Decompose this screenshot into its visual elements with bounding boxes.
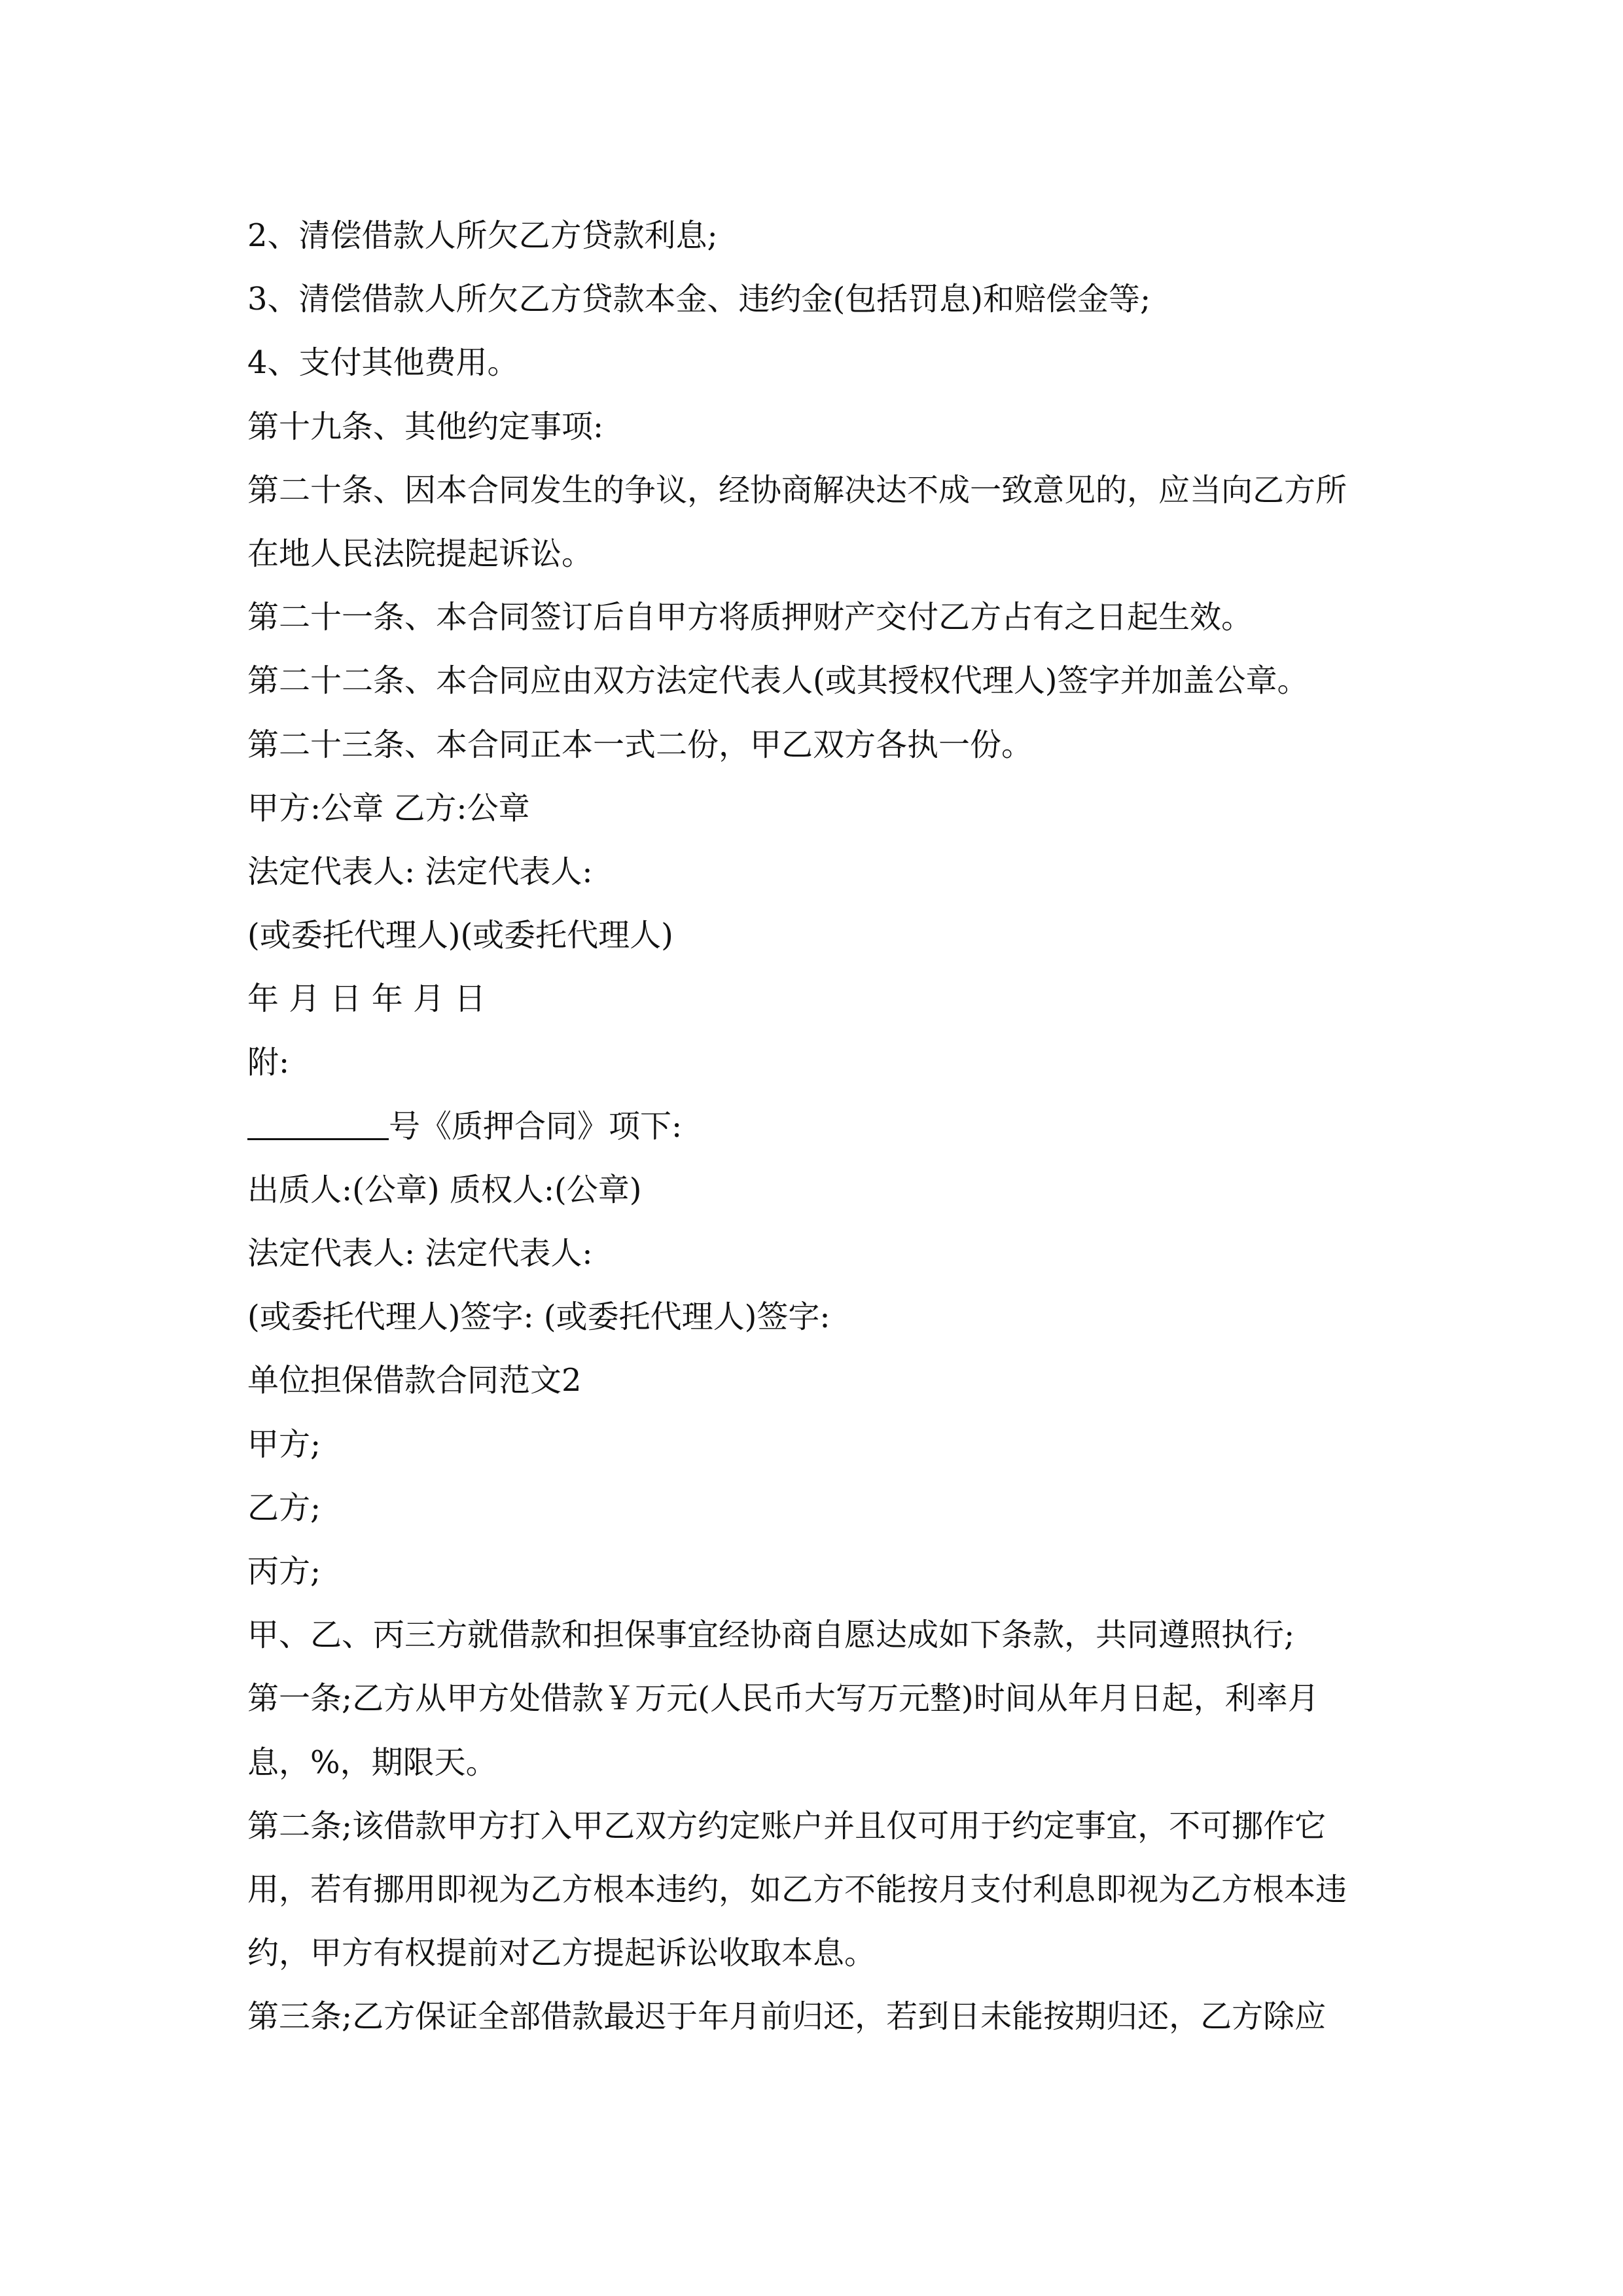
signature-line: (或委托代理人)(或委托代理人) [247,917,673,954]
text-line: 第二十一条、本合同签订后自甲方将质押财产交付乙方占有之日起生效。 [247,599,1253,636]
text-line: 2、清偿借款人所欠乙方贷款利息; [247,217,718,254]
appendix-reference-line [247,1095,1380,1158]
appendix-label: 附: [247,1044,290,1081]
text-line: 4、支付其他费用。 [247,344,519,382]
signature-line: 出质人:(公章) 质权人:(公章) [247,1171,642,1208]
date-line: 年 月 日 年 月 日 [247,980,486,1018]
signature-line: 甲方:公章 乙方:公章 [247,789,530,827]
signature-line: 法定代表人: 法定代表人: [247,1235,593,1272]
text-line: 第二十条、因本合同发生的争议，经协商解决达不成一致意见的，应当向乙方所 [247,471,1347,509]
text-line: 第三条;乙方保证全部借款最迟于年月前归还，若到日未能按期归还，乙方除应 [247,1998,1327,2036]
text-line: 甲、乙、丙三方就借款和担保事宜经协商自愿达成如下条款，共同遵照执行; [247,1617,1295,1654]
text-line: 息，%，期限天。 [247,1744,497,1781]
party-line: 甲方; [247,1426,321,1463]
appendix-reference-text: 号《质押合同》项下: [389,1107,683,1145]
signature-line: 法定代表人: 法定代表人: [247,853,593,890]
text-line: 用，若有挪用即视为乙方根本违约，如乙方不能按月支付利息即视为乙方根本违 [247,1871,1347,1908]
signature-line: (或委托代理人)签字: (或委托代理人)签字: [247,1299,830,1336]
text-line: 第二条;该借款甲方打入甲乙双方约定账户并且仅可用于约定事宜，不可挪作它 [247,1807,1327,1844]
text-line: 3、清偿借款人所欠乙方贷款本金、违约金(包括罚息)和赔偿金等; [247,281,1151,318]
text-line: 第一条;乙方从甲方处借款￥万元(人民币大写万元整)时间从年月日起，利率月 [247,1680,1319,1717]
text-line: 第二十三条、本合同正本一式二份，甲乙双方各执一份。 [247,726,1033,763]
party-line: 乙方; [247,1489,321,1526]
text-line: 在地人民法院提起诉讼。 [247,535,594,572]
text-line: 第二十二条、本合同应由双方法定代表人(或其授权代理人)签字并加盖公章。 [247,662,1309,700]
article-19-heading: 第十九条、其他约定事项: [247,408,604,445]
party-line: 丙方; [247,1552,321,1590]
text-line: 约，甲方有权提前对乙方提起诉讼收取本息。 [247,1935,876,1972]
section-title: 单位担保借款合同范文2 [247,1362,582,1399]
fill-in-blank [247,1095,389,1140]
document-body [247,204,1380,2049]
